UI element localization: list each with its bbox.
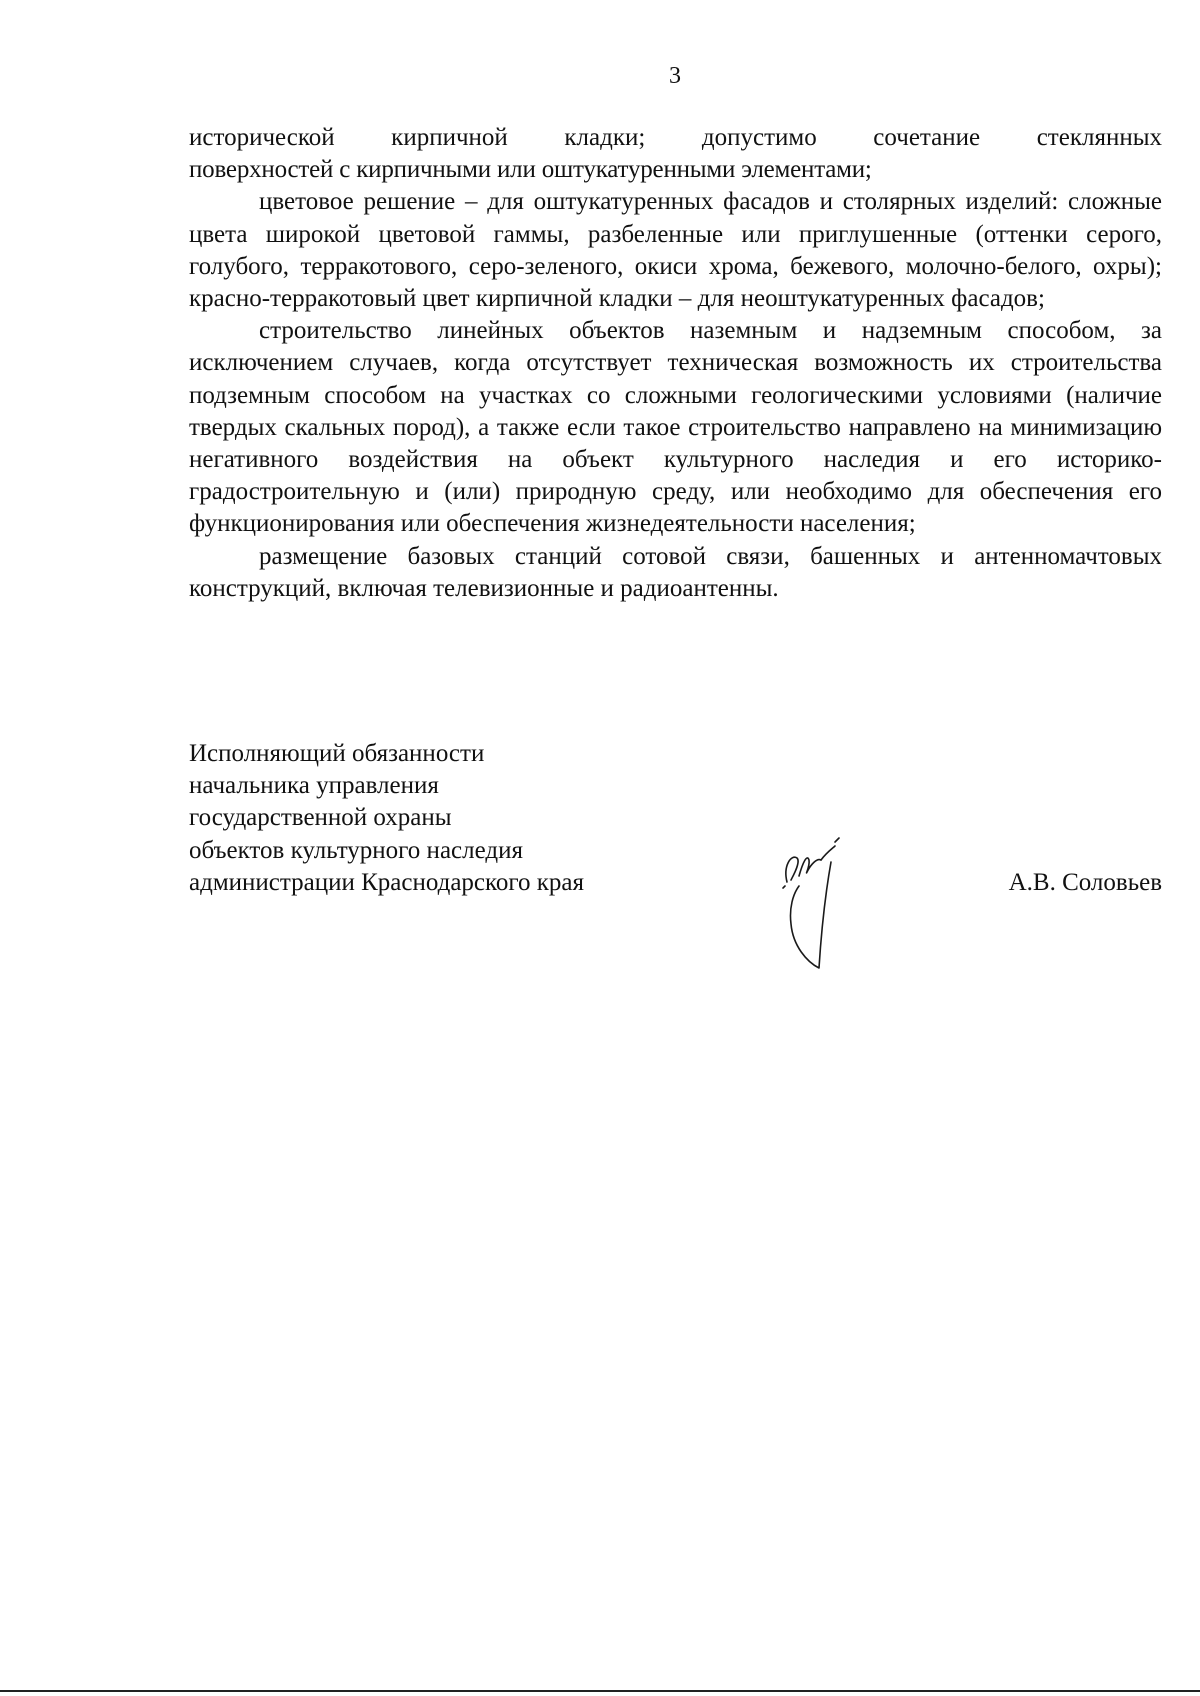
paragraph-color-scheme: цветовое решение – для оштукатуренных фасадов и столярных изделий: сложные цвета широкой цветовой гаммы, разбеленные или приглушенные (оттенки серого, голубого, терракотового, серо-зеленого, окиси хрома, бежевого, молочно-белого, охры); красно-терракотовый цвет кирпичной кладки – для неоштукатуренных фасадов; <box>189 188 1162 313</box>
position-line: объектов культурного наследия <box>189 836 523 864</box>
handwritten-signature <box>769 836 859 976</box>
page-number: 3 <box>669 63 681 89</box>
position-line: государственной охраны <box>189 804 452 832</box>
position-line: начальника управления <box>189 772 439 800</box>
paragraph-cell-towers: размещение базовых станций сотовой связи, башенных и антенномачтовых конструкций, включая телевизионные и радиоантенны. <box>189 542 1162 602</box>
paragraph-linear-objects: строительство линейных объектов наземным и надземным способом, за исключением случаев, когда отсутствует техническая возможность их строительства подземным способом на участках со сложными геологическими условиями (наличие твердых скальных пород), а также если такое строительство направлено на минимизацию негативного воздействия на объект культурного наследия и его историко-градостроительную и (или) природную среду, или необходимо для обеспечения его функционирования или обеспечения жизнедеятельности населения; <box>189 317 1162 538</box>
paragraph-brick-masonry-continuation: исторической кирпичной кладки; допустимо сочетание стеклянных <box>189 124 1162 151</box>
signature-block <box>189 738 1162 978</box>
signatory-position <box>189 738 709 899</box>
footer-rule <box>0 1690 1200 1692</box>
paragraph-glass-surfaces: поверхностей с кирпичными или оштукатуренными элементами; <box>189 156 872 184</box>
position-line: Исполняющий обязанности <box>189 740 485 767</box>
signer-name: А.В. Соловьев <box>1008 869 1162 896</box>
document-body <box>189 122 1162 605</box>
position-line: администрации Краснодарского края <box>189 868 585 896</box>
